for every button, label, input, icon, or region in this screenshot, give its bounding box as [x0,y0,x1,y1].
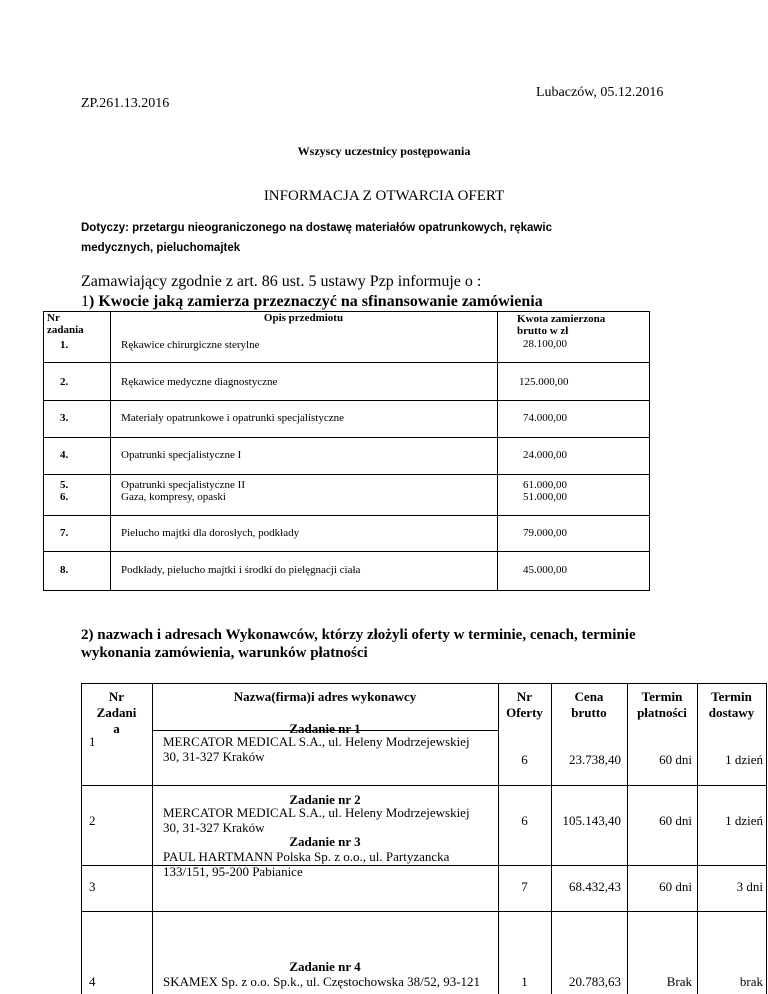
offer-row-name: PAUL HARTMANN Polska Sp. z o.o., ul. Partyzancka [163,849,450,864]
budget-row-nr: 1. [60,339,69,351]
offer-row-name: SKAMEX Sp. z o.o. Sp.k., ul. Częstochowska 38/52, 93-121 [163,974,481,989]
budget-row-desc: Opatrunki specjalistyczne I [121,449,242,461]
budget-row-desc: Podkłady, pielucho majtki i środki do pielęgnacji ciała [121,564,361,576]
budget-row-desc: Opatrunki specjalistyczne II [121,479,246,491]
offer-row-task: Zadanie nr 3 [289,834,361,849]
offer-row-delivery: brak [739,974,763,989]
col-header-desc: Opis przedmiotu [263,312,344,324]
offer-row-price: 20.783,63 [569,974,621,989]
col-header-nr: Nr zadania [47,312,84,336]
intro-line: Zamawiający zgodnie z art. 86 ust. 5 ustawy Pzp informuje o : [81,273,482,290]
budget-row-amount: 51.000,00 [523,491,567,503]
budget-row-desc: Rękawice medyczne diagnostyczne [121,376,278,388]
offer-row-nr: 4 [89,974,96,989]
budget-row-amount: 24.000,00 [523,449,567,461]
offer-row-name: MERCATOR MEDICAL S.A., ul. Heleny Modrzejewskiej [163,734,470,749]
col-header-amount: Kwota zamierzona brutto w zł [517,313,606,337]
offer-row-task: Zadanie nr 4 [289,959,361,974]
col-header-contractor: Nazwa(firma)i adres wykonawcy [233,689,417,704]
offer-row-payment: Brak [666,974,692,989]
offer-row-task: Zadanie nr 1 [289,721,361,736]
budget-row-amount: 28.100,00 [523,338,567,350]
offer-row-payment: 60 dni [659,752,692,767]
offer-row-address: 30, 31-327 Kraków [163,820,265,835]
offer-row-price: 68.432,43 [569,879,621,894]
offer-row-offer-nr: 1 [521,974,528,989]
budget-row-nr: 5. [60,479,69,491]
budget-row-desc: Gaza, kompresy, opaski [121,491,226,503]
offer-row-name: MERCATOR MEDICAL S.A., ul. Heleny Modrzejewskiej [163,805,470,820]
budget-row-nr: 8. [60,564,69,576]
offer-row-nr: 3 [89,879,96,894]
budget-row-desc: Rękawice chirurgiczne sterylne [121,339,260,351]
budget-row-desc: Pielucho majtki dla dorosłych, podkłady [121,527,300,539]
col-header-payment: Termin płatności [637,689,687,720]
budget-row-nr: 3. [60,412,69,424]
section1-heading: 1) Kwocie jaką zamierza przeznaczyć na sfinansowanie zamówienia [81,293,543,310]
recipient: Wszyscy uczestnicy postępowania [297,144,471,158]
col-header-price: Cena brutto [571,689,607,720]
budget-row-amount: 125.000,00 [519,376,569,388]
col-header-task-nr: Nr Zadani a [96,689,137,736]
offer-row-nr: 1 [89,734,96,749]
budget-row-amount: 79.000,00 [523,527,567,539]
col-header-delivery: Termin dostawy [708,689,755,720]
place-date: Lubaczów, 05.12.2016 [536,85,664,100]
offer-row-offer-nr: 7 [521,879,528,894]
offer-row-payment: 60 dni [659,879,692,894]
reference-number: ZP.261.13.2016 [81,96,170,111]
budget-row-amount: 74.000,00 [523,412,567,424]
offer-row-nr: 2 [89,813,96,828]
offer-row-task: Zadanie nr 2 [289,792,361,807]
offer-row-delivery: 1 dzień [725,752,763,767]
col-header-offer-nr: Nr Oferty [506,689,543,720]
document-title: INFORMACJA Z OTWARCIA OFERT [263,188,505,204]
offer-row-offer-nr: 6 [521,752,528,767]
offer-row-delivery: 1 dzień [725,813,763,828]
section2-heading-line2: wykonania zamówienia, warunków płatności [81,645,368,661]
subject-line-2: medycznych, pieluchomajtek [81,242,241,254]
offer-row-price: 105.143,40 [562,813,621,828]
budget-row-nr: 6. [60,491,69,503]
offer-row-payment: 60 dni [659,813,692,828]
offer-row-delivery: 3 dni [736,879,763,894]
budget-row-desc: Materiały opatrunkowe i opatrunki specjalistyczne [121,412,344,424]
budget-row-amount: 61.000,00 [523,479,567,491]
offer-row-address: 30, 31-327 Kraków [163,749,265,764]
offer-row-address: 133/151, 95-200 Pabianice [163,864,303,879]
budget-row-amount: 45.000,00 [523,564,567,576]
offer-row-offer-nr: 6 [521,813,528,828]
offer-row-price: 23.738,40 [569,752,621,767]
section2-heading-line1: 2) nazwach i adresach Wykonawców, którzy złożyli oferty w terminie, cenach, terminie [81,627,636,643]
budget-row-nr: 4. [60,449,69,461]
subject-line-1: Dotyczy: przetargu nieograniczonego na dostawę materiałów opatrunkowych, rękawic [81,222,552,234]
budget-row-nr: 7. [60,527,69,539]
budget-row-nr: 2. [60,376,69,388]
